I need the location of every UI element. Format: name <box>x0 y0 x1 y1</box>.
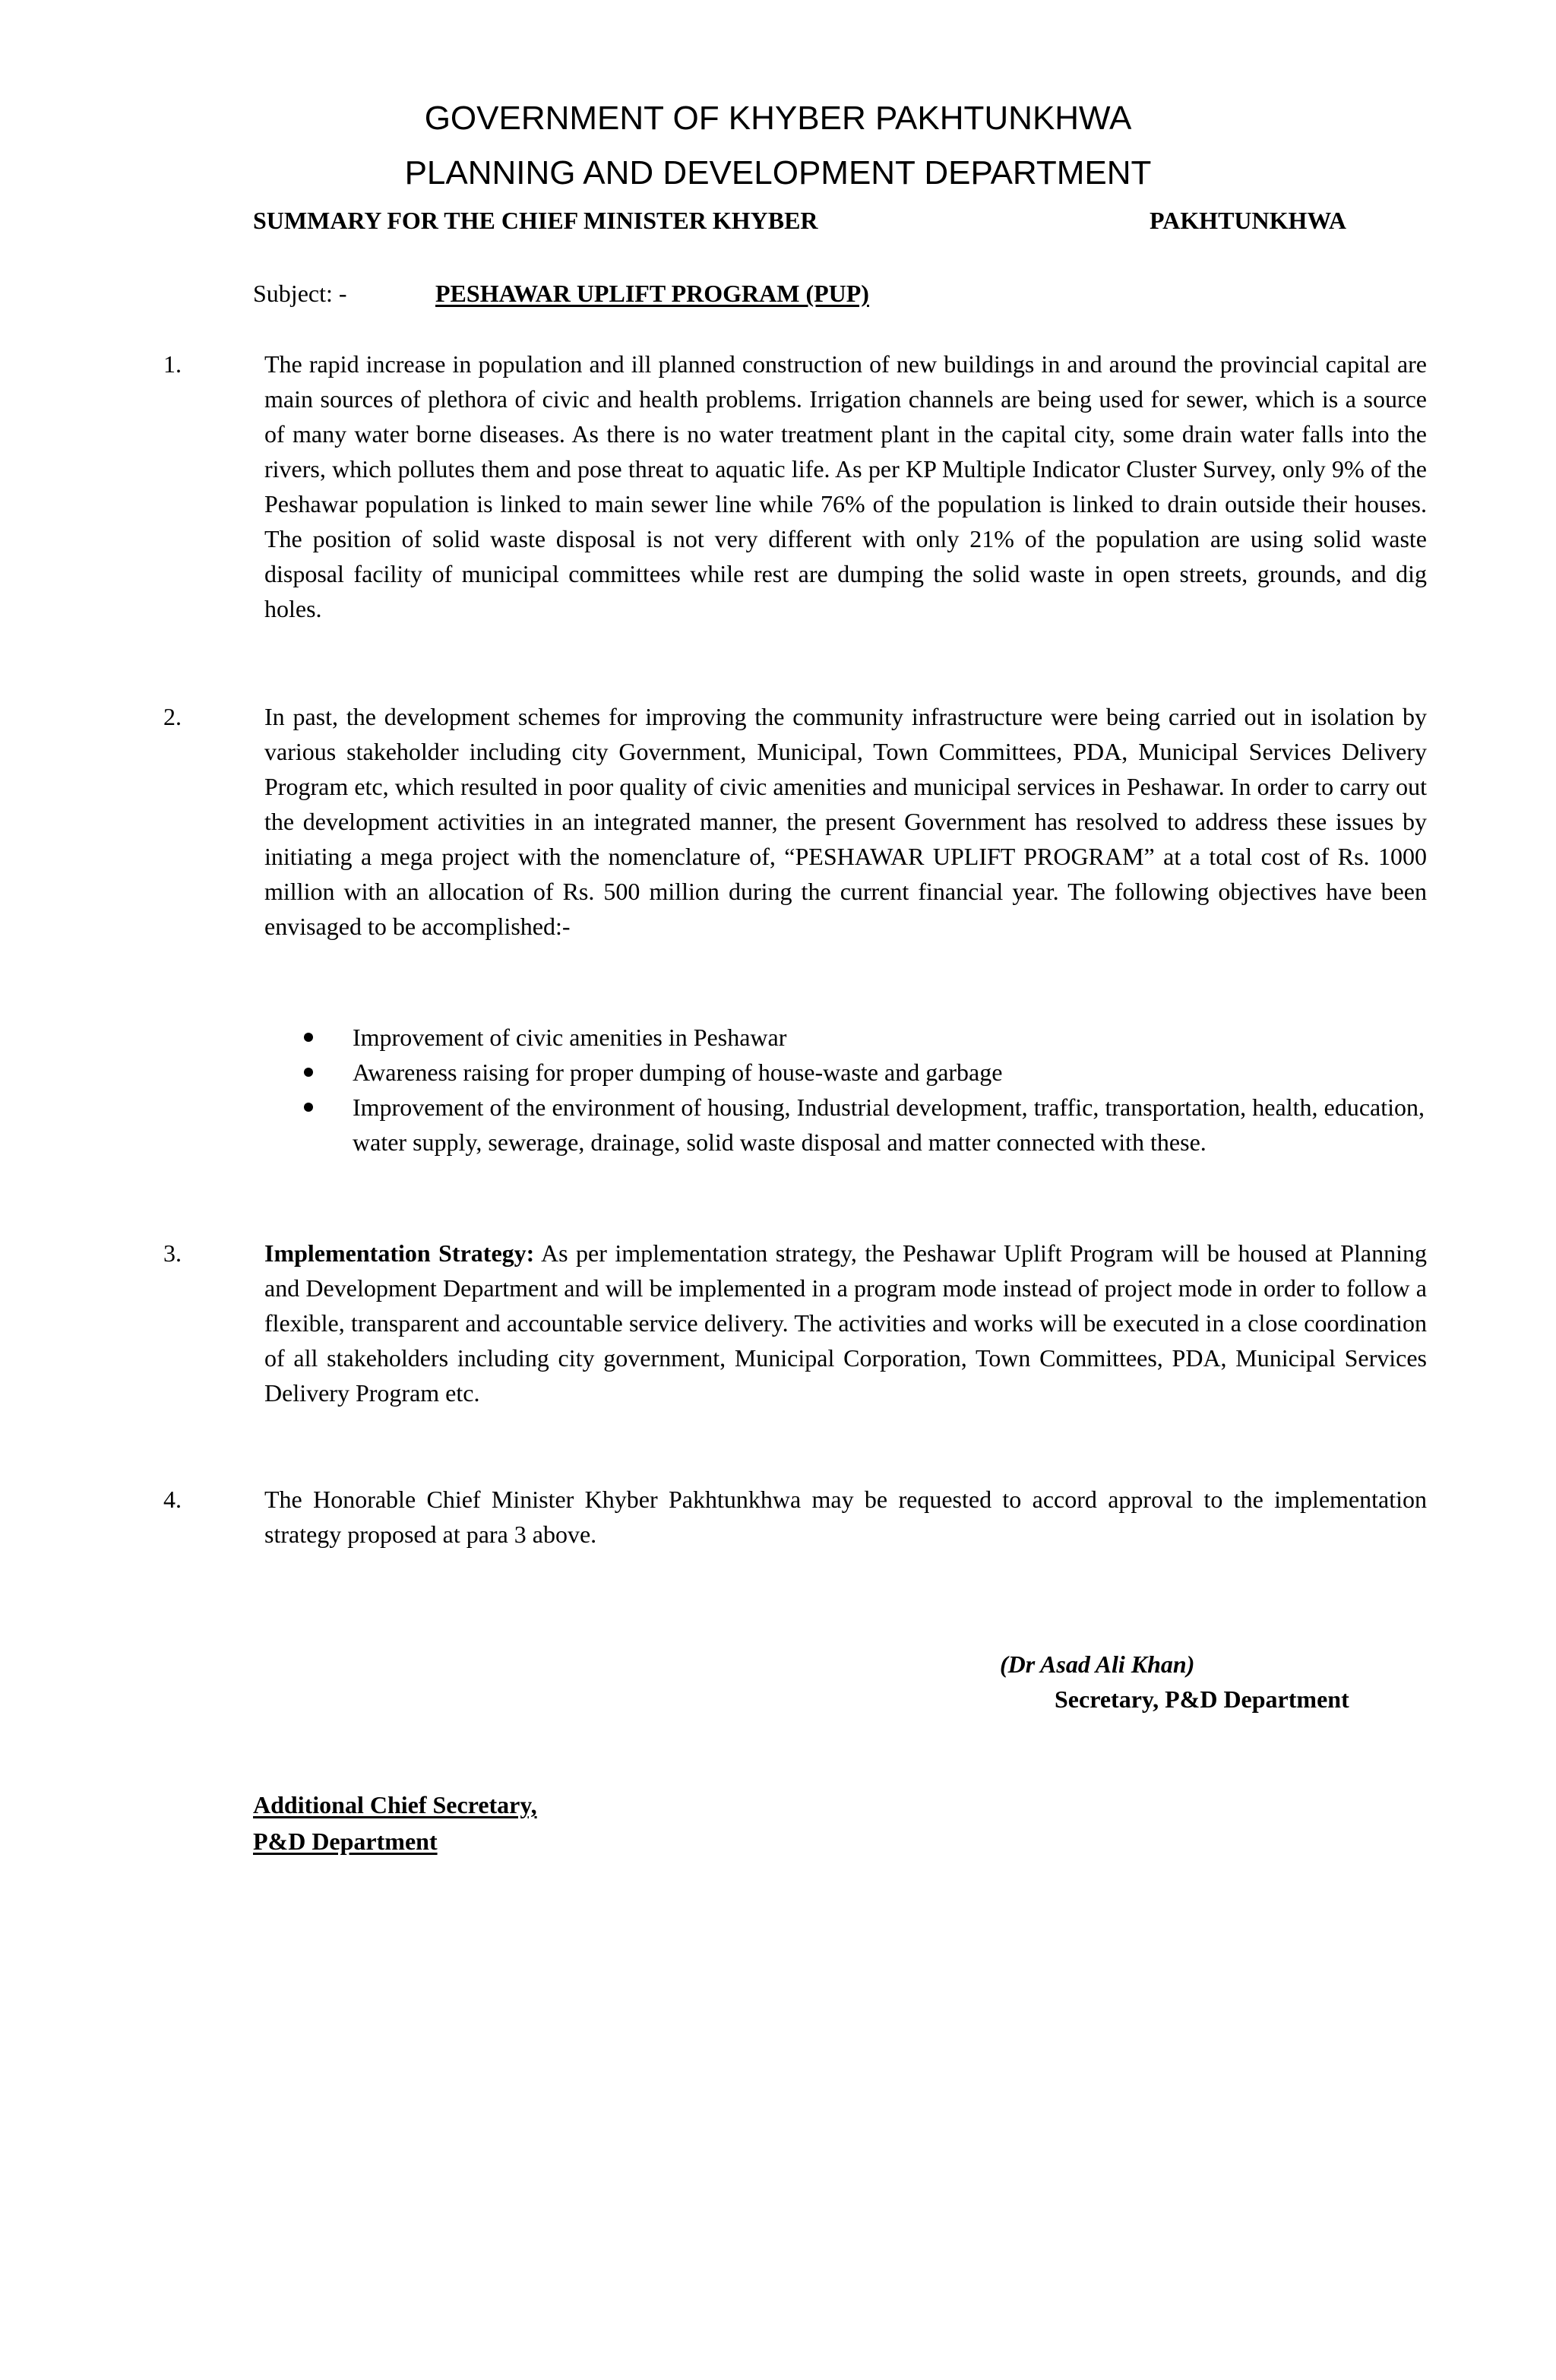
addressee-department: P&D Department <box>253 1828 438 1855</box>
bullet-icon <box>304 1068 313 1077</box>
department-heading: PLANNING AND DEVELOPMENT DEPARTMENT <box>404 154 1152 191</box>
objective-item <box>304 1055 1425 1090</box>
objectives-list <box>304 1020 1425 1160</box>
objective-text: Improvement of the environment of housing, Industrial development, traffic, transportation, health, education, water supply, sewerage, drainage, solid waste disposal and matter connected with these. <box>353 1093 1425 1156</box>
summary-heading-right: PAKHTUNKHWA <box>1150 207 1346 234</box>
paragraph-number: 1. <box>163 350 182 378</box>
paragraph-body: As per implementation strategy, the Peshawar Uplift Program will be housed at Planning and Development Department and will be implemented in a program mode instead of project mode in order to follow a flexible, transparent and accountable service delivery. The activities and works will be executed in a close coordination of all stakeholders including city government, Municipal Corporation, Town Committees, PDA, Municipal Services Delivery Program etc. <box>264 1239 1428 1407</box>
paragraph-number: 2. <box>163 703 182 730</box>
addressee-title: Additional Chief Secretary, <box>253 1791 537 1818</box>
signatory-name: (Dr Asad Ali Khan) <box>1000 1650 1195 1678</box>
summary-heading-left: SUMMARY FOR THE CHIEF MINISTER KHYBER <box>253 207 818 234</box>
paragraph-number: 3. <box>163 1239 182 1267</box>
objective-text: Awareness raising for proper dumping of house-waste and garbage <box>353 1059 1003 1086</box>
paragraph-text: In past, the development schemes for improving the community infrastructure were being carried out in isolation by various stakeholder including city Government, Municipal, Town Committees, PDA, Municipal Services Delivery Program etc, which resulted in poor quality of civic amenities and municipal services in Peshawar. In order to carry out the development activities in an integrated manner, the present Government has resolved to address these issues by initiating a mega project with the nomenclature of, “PESHAWAR UPLIFT PROGRAM” at a total cost of Rs. 1000 million with an allocation of Rs. 500 million during the current financial year. The following objectives have been envisaged to be accomplished:- <box>264 703 1427 940</box>
government-heading: GOVERNMENT OF KHYBER PAKHTUNKHWA <box>424 100 1132 137</box>
paragraph-text: The rapid increase in population and ill planned construction of new buildings in and around the provincial capital are main sources of plethora of civic and health problems. Irrigation channels are being used for sewer, which is a source of many water borne diseases. As there is no water treatment plant in the capital city, some drain water falls into the rivers, which pollutes them and pose threat to aquatic life. As per KP Multiple Indicator Cluster Survey, only 9% of the Peshawar population is linked to main sewer line while 76% of the population is linked to drain outside their houses. The position of solid waste disposal is not very different with only 21% of the population are using solid waste disposal facility of municipal committees while rest are dumping the solid waste in open streets, grounds, and dig holes. <box>264 350 1427 622</box>
paragraph-number: 4. <box>163 1486 182 1513</box>
bullet-icon <box>304 1033 313 1042</box>
subject-value: PESHAWAR UPLIFT PROGRAM (PUP) <box>435 280 869 307</box>
objective-item <box>304 1020 1425 1055</box>
subject-label: Subject: - <box>253 280 347 307</box>
paragraph-text: The Honorable Chief Minister Khyber Pakhtunkhwa may be requested to accord approval to the implementation strategy proposed at para 3 above. <box>264 1486 1427 1548</box>
objective-item <box>304 1090 1425 1160</box>
objective-text: Improvement of civic amenities in Peshawar <box>353 1024 787 1051</box>
paragraph-text <box>264 1236 1427 1410</box>
signatory-title: Secretary, P&D Department <box>1055 1685 1349 1713</box>
bullet-icon <box>304 1103 313 1112</box>
paragraph-heading: Implementation Strategy: <box>264 1239 535 1267</box>
